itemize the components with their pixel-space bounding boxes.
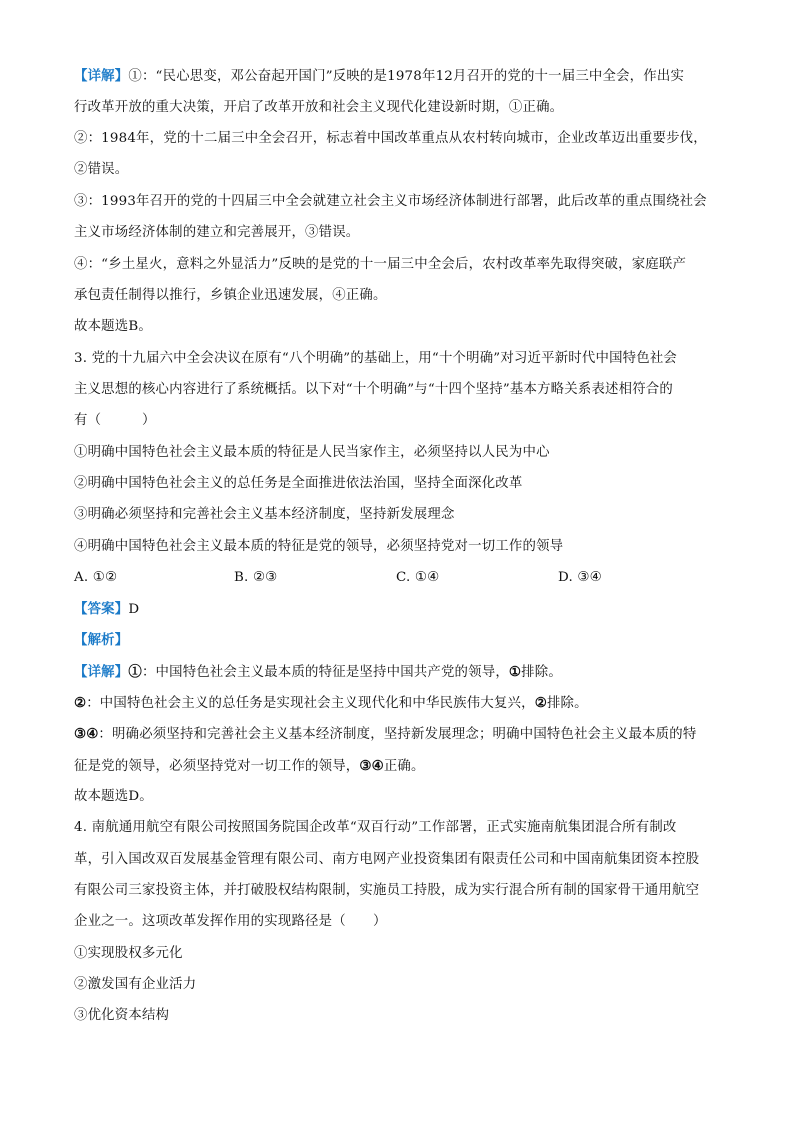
q3-option-d: D. ③④ (558, 570, 602, 585)
q3-stem-line-2: 主义思想的核心内容进行了系统概括。以下对“十个明确”与“十四个坚持”基本方略关系表述相符合的 (74, 382, 673, 397)
q2-explain-line-1: 【详解】①：“民心思变，邓公奋起开国门”反映的是1978年12月召开的党的十一届三中全会，作出实 (74, 68, 685, 84)
q4-statement-1: ①实现股权多元化 (74, 946, 183, 961)
explain-tag: 【详解】 (74, 664, 129, 680)
q4-stem-line-1: 4. 南航通用航空有限公司按照国务院国企改革“双百行动”工作部署，正式实施南航集团混合所有制改 (74, 820, 677, 835)
q3-answer (74, 599, 139, 620)
q3-conclusion: 故本题选D。 (74, 789, 153, 804)
answer-tag: 【答案】 (74, 601, 129, 617)
q2-explain-line-4: ②错误。 (74, 162, 129, 177)
q4-stem-line-2: 革，引入国改双百发展基金管理有限公司、南方电网产业投资集团有限责任公司和中国南航集团资本控股 (74, 852, 700, 867)
q2-explain-line-2: 行改革开放的重大决策，开启了改革开放和社会主义现代化建设新时期，①正确。 (74, 100, 564, 115)
q4-stem-line-3: 有限公司三家投资主体，并打破股权结构限制，实施员工持股，成为实行混合所有制的国家骨干通用航空 (74, 883, 700, 898)
q3-statement-3: ③明确必须坚持和完善社会主义基本经济制度，坚持新发展理念 (74, 507, 455, 522)
q4-statement-2: ②激发国有企业活力 (74, 977, 197, 992)
q3-stem-line-1: 3. 党的十九届六中全会决议在原有“八个明确”的基础上，用“十个明确”对习近平新时代中国特色社会 (74, 351, 678, 366)
q2-explain-line-3: ②：1984年，党的十二届三中全会召开，标志着中国改革重点从农村转向城市，企业改革迈出重要步伐， (74, 131, 707, 146)
q2-conclusion: 故本题选B。 (74, 319, 152, 334)
q3-statement-1: ①明确中国特色社会主义最本质的特征是人民当家作主，必须坚持以人民为中心 (74, 445, 550, 460)
q2-explain-line-8: 承包责任制得以推行，乡镇企业迅速发展，④正确。 (74, 288, 387, 303)
q3-option-b: B. ②③ (234, 570, 278, 585)
q3-explain-line-3: ③④：明确必须坚持和完善社会主义基本经济制度，坚持新发展理念；明确中国特色社会主义最本质的特 (74, 726, 697, 742)
q3-statement-4: ④明确中国特色社会主义最本质的特征是党的领导，必须坚持党对一切工作的领导 (74, 539, 564, 554)
explain-tag: 【详解】 (74, 68, 129, 84)
q3-analysis-heading: 【解析】 (74, 632, 129, 648)
q3-option-a: A. ①② (74, 570, 118, 585)
q2-explain-line-7: ④：“乡土星火，意料之外显活力”反映的是党的十一届三中全会后，农村改革率先取得突破，家庭联产 (74, 257, 687, 272)
q2-explain-line-6: 主义市场经济体制的建立和完善展开，③错误。 (74, 225, 360, 240)
q3-explain-line-1: 【详解】①：中国特色社会主义最本质的特征是坚持中国共产党的领导，①排除。 (74, 664, 562, 680)
q3-explain-line-4: 征是党的领导，必须坚持党对一切工作的领导，③④正确。 (74, 758, 425, 774)
q3-explain-line-2: ②：中国特色社会主义的总任务是实现社会主义现代化和中华民族伟大复兴，②排除。 (74, 695, 588, 711)
answer-value: D (128, 602, 140, 617)
q3-statement-2: ②明确中国特色社会主义的总任务是全面推进依法治国，坚持全面深化改革 (74, 476, 523, 491)
q2-explain-line-5: ③：1993年召开的党的十四届三中全会就建立社会主义市场经济体制进行部署，此后改革的重点围绕社会 (74, 194, 707, 209)
q3-option-c: C. ①④ (396, 570, 440, 585)
q4-stem-line-4: 企业之一。这项改革发挥作用的实现路径是（ ） (74, 914, 387, 929)
q4-statement-3: ③优化资本结构 (74, 1008, 170, 1023)
q3-stem-line-3: 有（ ） (74, 413, 156, 428)
